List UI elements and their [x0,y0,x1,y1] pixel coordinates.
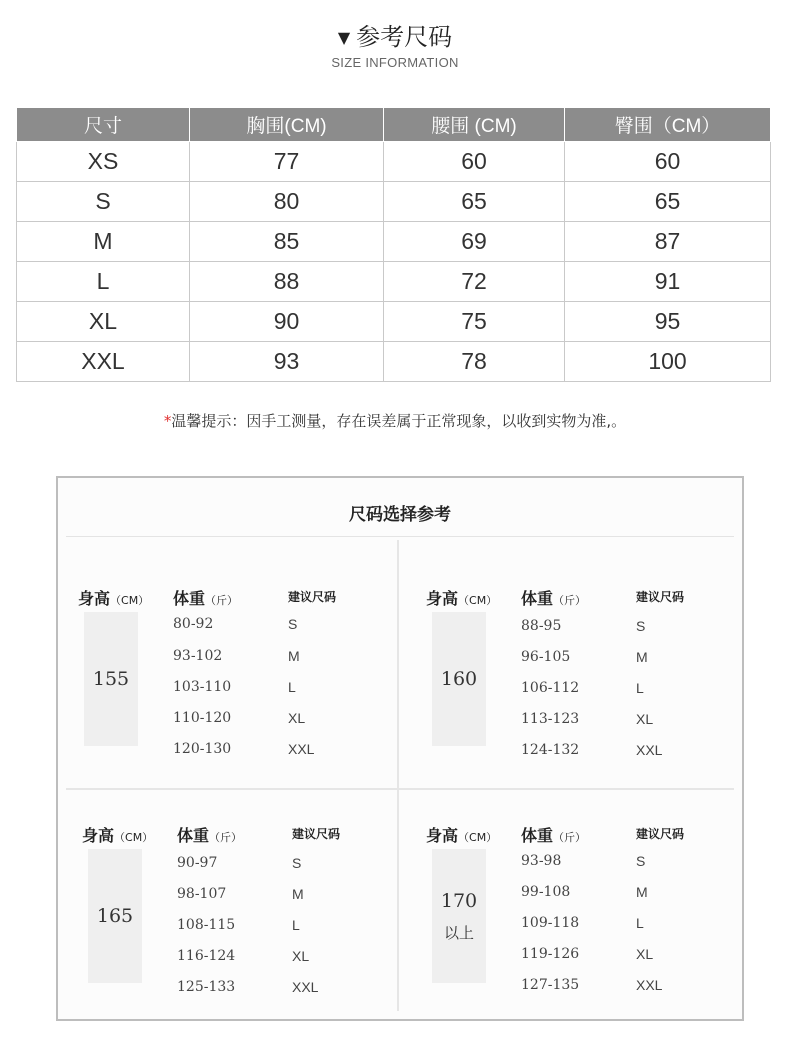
suggested-size: M [636,649,648,665]
height-value: 160 [440,668,478,690]
list-item [521,946,751,966]
list-item [173,648,403,668]
weight-range: 88-95 [521,618,562,634]
height-value-box [432,849,486,983]
cell-size: XS [17,142,190,182]
measurement-note [0,410,790,431]
weight-range: 93-98 [521,853,562,869]
cell-hip: 65 [565,182,771,222]
weight-range: 93-102 [173,648,223,664]
weight-range: 98-107 [177,886,227,902]
cell-hip: 60 [565,142,771,182]
cell-size: M [17,222,190,262]
height-label: 身高（CM） [426,826,498,845]
col-header-waist: 腰围 (CM) [384,108,565,142]
weight-range: 106-112 [521,680,580,696]
list-item [521,884,751,904]
table-row [17,142,771,182]
suggested-size: S [636,618,646,634]
list-item [521,618,751,638]
suggested-size-label: 建议尺码 [292,827,341,841]
weight-range: 116-124 [177,948,236,964]
cell-chest: 93 [190,342,384,382]
list-item [177,855,407,875]
size-block-160 [426,586,756,826]
list-item [521,680,751,700]
weight-range: 119-126 [521,946,580,962]
table-row [17,182,771,222]
suggested-size: XXL [636,977,663,993]
height-value: 170 [440,889,478,912]
list-item [177,948,407,968]
size-table [16,107,771,382]
note-star: * [163,412,172,430]
col-header-hip: 臀围（CM） [565,108,771,142]
header-subtitle: SIZE INFORMATION [331,55,459,70]
weight-range: 80-92 [173,616,214,632]
cell-size: S [17,182,190,222]
height-value-box [88,849,142,983]
list-item [173,741,403,761]
col-header-chest: 胸围(CM) [190,108,384,142]
size-block-165 [82,823,412,1063]
suggested-size-label: 建议尺码 [636,827,685,841]
cell-chest: 90 [190,302,384,342]
weight-range: 103-110 [173,679,232,695]
cell-waist: 69 [384,222,565,262]
weight-range: 127-135 [521,977,580,993]
list-item [521,853,751,873]
weight-range: 99-108 [521,884,571,900]
weight-range: 124-132 [521,742,580,758]
cell-waist: 65 [384,182,565,222]
suggested-size: XXL [288,741,315,757]
size-selection-panel [56,476,744,1021]
list-item [521,977,751,997]
suggested-size: M [288,648,300,664]
table-row [17,222,771,262]
height-value: 165 [96,905,134,927]
size-table-header-row [17,108,771,142]
suggested-size-label: 建议尺码 [288,590,337,604]
cell-chest: 77 [190,142,384,182]
cell-size: L [17,262,190,302]
note-text: 温馨提示：因手工测量，存在误差属于正常现象，以收到实物为准,。 [171,412,627,430]
triangle-down-icon: ▼ [337,28,351,47]
suggested-size: M [292,886,304,902]
height-value: 155 [92,668,130,690]
cell-chest: 80 [190,182,384,222]
suggested-size: L [292,917,300,933]
cell-chest: 88 [190,262,384,302]
suggested-size: XXL [636,742,663,758]
suggested-size: XL [636,946,654,962]
suggested-size: XL [292,948,310,964]
list-item [177,979,407,999]
height-label: 身高（CM） [426,589,498,608]
cell-size: XL [17,302,190,342]
suggested-size: XL [288,710,306,726]
weight-range: 108-115 [177,917,236,933]
list-item [521,649,751,669]
list-item [173,679,403,699]
header [0,22,790,70]
suggested-size: S [288,616,298,632]
table-row [17,302,771,342]
suggested-size: XL [636,711,654,727]
weight-range: 110-120 [173,710,232,726]
height-value-box [432,612,486,746]
list-item [521,742,751,762]
weight-range: 125-133 [177,979,236,995]
list-item [177,917,407,937]
cell-hip: 100 [565,342,771,382]
cell-waist: 78 [384,342,565,382]
weight-range: 90-97 [177,855,218,871]
table-row [17,342,771,382]
cell-hip: 87 [565,222,771,262]
list-item [177,886,407,906]
weight-label: 体重（斤） [177,826,243,845]
suggested-size: XXL [292,979,319,995]
divider [66,536,734,537]
col-header-size: 尺寸 [17,108,190,142]
cell-waist: 60 [384,142,565,182]
height-value-sub: 以上 [443,923,474,942]
suggested-size: L [636,915,644,931]
header-title-text: 参考尺码 [356,23,453,51]
weight-range: 96-105 [521,649,571,665]
weight-label: 体重（斤） [521,589,587,608]
table-row [17,262,771,302]
height-label: 身高（CM） [78,589,150,608]
suggested-size: S [292,855,302,871]
height-value-box [84,612,138,746]
cell-waist: 72 [384,262,565,302]
suggested-size: S [636,853,646,869]
cell-hip: 95 [565,302,771,342]
cell-size: XXL [17,342,190,382]
weight-label: 体重（斤） [173,589,239,608]
size-block-155 [78,586,408,826]
weight-range: 120-130 [173,741,232,757]
size-block-170 [426,823,756,1063]
suggested-size: M [636,884,648,900]
height-label: 身高（CM） [82,826,154,845]
header-title [0,22,790,53]
cell-waist: 75 [384,302,565,342]
weight-range: 113-123 [521,711,580,727]
cell-hip: 91 [565,262,771,302]
cell-chest: 85 [190,222,384,262]
panel-title: 尺码选择参考 [349,505,451,525]
suggested-size: L [636,680,644,696]
list-item [521,711,751,731]
suggested-size-label: 建议尺码 [636,590,685,604]
list-item [173,616,403,636]
list-item [173,710,403,730]
weight-label: 体重（斤） [521,826,587,845]
list-item [521,915,751,935]
weight-range: 109-118 [521,915,580,931]
suggested-size: L [288,679,296,695]
